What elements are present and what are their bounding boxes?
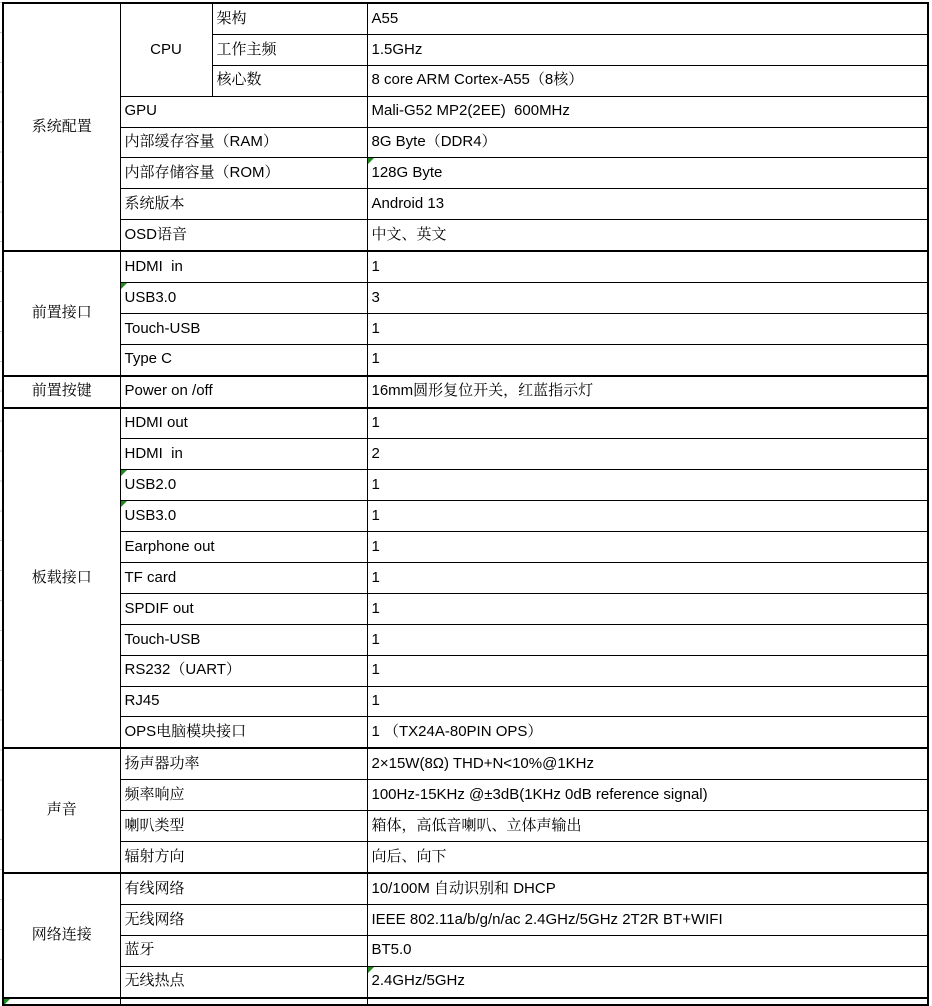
spec-value-cell[interactable]: [367, 532, 928, 563]
spec-row: [3, 935, 928, 966]
cell-text: 无线热点: [124, 972, 185, 990]
spec-value-cell[interactable]: [367, 780, 928, 811]
section-category-cell[interactable]: [3, 873, 120, 998]
cell-text: Earphone out: [124, 537, 215, 555]
spec-name-cell[interactable]: [120, 717, 367, 748]
cell-text: A55: [371, 9, 399, 27]
cell-text: 蓝牙: [124, 941, 155, 959]
spec-name-cell[interactable]: [120, 470, 367, 501]
spec-value-cell[interactable]: [367, 501, 928, 532]
spec-value-cell[interactable]: [367, 563, 928, 594]
spec-row: [3, 3, 928, 34]
spec-row: [3, 655, 928, 686]
spec-value-cell[interactable]: [367, 439, 928, 470]
spec-row: [3, 842, 928, 873]
cell-text: 向后、向下: [371, 847, 447, 865]
cell-text: 1: [371, 599, 380, 617]
spec-row: [3, 439, 928, 470]
cell-text: 板载接口: [31, 568, 92, 586]
spec-name-cell[interactable]: [120, 593, 367, 624]
spec-value-cell[interactable]: [367, 127, 928, 158]
spec-name-cell[interactable]: [120, 158, 367, 189]
cell-text: Type C: [124, 350, 173, 368]
cpu-group-cell[interactable]: [120, 3, 212, 96]
spec-row: [3, 158, 928, 189]
cell-text: 1: [371, 692, 380, 710]
cell-text: 1: [371, 630, 380, 648]
spec-value-cell[interactable]: [367, 470, 928, 501]
spec-row: [3, 904, 928, 935]
cell-text: 频率响应: [124, 785, 185, 803]
spec-name-cell[interactable]: [120, 780, 367, 811]
spec-name-cell[interactable]: [120, 501, 367, 532]
spec-name-cell[interactable]: [120, 655, 367, 686]
cell-text: RJ45: [124, 692, 160, 710]
spec-name-cell[interactable]: [120, 408, 367, 439]
cell-text: 箱体，高低音喇叭、立体声输出: [371, 816, 582, 834]
cell-text: 内部存储容量（ROM）: [124, 164, 280, 182]
cell-text: 有线网络: [124, 879, 185, 897]
spec-row: [3, 283, 928, 314]
cell-text: 中文、英文: [371, 225, 447, 243]
spec-name-cell[interactable]: [120, 904, 367, 935]
spec-value-cell[interactable]: [367, 624, 928, 655]
cell-error-indicator-icon: [121, 470, 127, 476]
spec-row: [3, 532, 928, 563]
cell-text: 网络连接: [31, 925, 92, 943]
spec-value-cell[interactable]: [367, 313, 928, 344]
cell-text: 2: [371, 445, 380, 463]
spec-value-cell[interactable]: [367, 158, 928, 189]
spec-value-cell[interactable]: [367, 811, 928, 842]
spec-row: [3, 873, 928, 904]
cell-text: Power on /off: [124, 382, 213, 400]
cell-text: Mali-G52 MP2(2EE) 600MHz: [371, 102, 570, 120]
section-category-cell[interactable]: [3, 376, 120, 408]
spec-name-cell[interactable]: [212, 34, 367, 65]
spec-table: [2, 2, 929, 1006]
cell-text: USB2.0: [124, 476, 177, 494]
cell-text: 喇叭类型: [124, 816, 185, 834]
spec-row: [3, 376, 928, 408]
spec-row: [3, 593, 928, 624]
spec-row: [3, 717, 928, 748]
spec-row: [3, 344, 928, 375]
spec-row: [3, 780, 928, 811]
cell-text: GPU: [124, 102, 158, 120]
section-category-cell[interactable]: [3, 251, 120, 376]
cell-text: 1: [371, 257, 380, 275]
spec-value-cell[interactable]: [367, 251, 928, 282]
spec-row: [3, 470, 928, 501]
spec-name-cell[interactable]: [120, 283, 367, 314]
cell-text: 1: [371, 350, 380, 368]
cell-text: 扬声器功率: [124, 755, 200, 773]
cell-text: HDMI out: [124, 414, 188, 432]
cell-text: 1: [371, 476, 380, 494]
spec-row: [3, 220, 928, 251]
cell-text: 前置按键: [31, 382, 92, 400]
cell-text: IEEE 802.11a/b/g/n/ac 2.4GHz/5GHz 2T2R BT+WIFI: [371, 910, 723, 928]
spec-value-cell[interactable]: [367, 748, 928, 779]
cell-text: RS232（UART）: [124, 661, 241, 679]
cell-text: 1: [371, 319, 380, 337]
cell-text: USB3.0: [124, 506, 177, 524]
spec-value-cell[interactable]: [367, 65, 928, 96]
spec-value-cell[interactable]: [367, 966, 928, 997]
cell-text: 工作主频: [216, 40, 277, 58]
cell-text: 无线网络: [124, 910, 185, 928]
cell-text: 前置接口: [31, 304, 92, 322]
cell-error-indicator-icon: [121, 501, 127, 507]
cell-text: 1: [371, 506, 380, 524]
spec-name-cell[interactable]: [120, 966, 367, 997]
spec-value-cell[interactable]: [367, 283, 928, 314]
spec-row: [3, 686, 928, 717]
cell-text: 辐射方向: [124, 847, 185, 865]
cell-text: SPDIF out: [124, 599, 194, 617]
spec-row: [3, 313, 928, 344]
cell-text: OPS电脑模块接口: [124, 723, 247, 741]
spec-row: [3, 127, 928, 158]
cell-text: 1: [371, 568, 380, 586]
spec-name-cell[interactable]: [212, 65, 367, 96]
spec-value-cell[interactable]: [367, 842, 928, 873]
spec-name-cell[interactable]: [120, 96, 367, 127]
spec-value-cell[interactable]: [367, 655, 928, 686]
spec-row: [3, 408, 928, 439]
cell-text: Touch-USB: [124, 630, 201, 648]
spec-value-cell[interactable]: [367, 220, 928, 251]
spec-name-cell[interactable]: [120, 376, 367, 408]
section-category-cell[interactable]: [3, 998, 120, 1005]
spec-name-cell[interactable]: [120, 344, 367, 375]
cell-text: 8G Byte（DDR4）: [371, 133, 497, 151]
cell-error-indicator-icon: [368, 967, 374, 973]
spec-value-cell[interactable]: [367, 344, 928, 375]
spec-value-cell[interactable]: [367, 96, 928, 127]
cell-text: 声音: [46, 801, 77, 819]
cell-text: BT5.0: [371, 941, 412, 959]
spec-value-cell[interactable]: [367, 3, 928, 34]
cell-text: CPU: [150, 40, 182, 58]
spec-name-cell[interactable]: [120, 563, 367, 594]
spec-value-cell[interactable]: [367, 935, 928, 966]
section-category-cell[interactable]: [3, 3, 120, 251]
cell-text: 16mm圆形复位开关，红蓝指示灯: [371, 382, 594, 400]
spec-value-cell[interactable]: [367, 873, 928, 904]
spec-value-cell[interactable]: [367, 904, 928, 935]
spec-name-cell[interactable]: [120, 748, 367, 779]
cell-text: 100Hz-15KHz @±3dB(1KHz 0dB reference signal): [371, 785, 708, 803]
spec-value-cell[interactable]: [367, 593, 928, 624]
cell-text: 2.4GHz/5GHz: [371, 972, 465, 990]
spec-value-cell[interactable]: [367, 686, 928, 717]
cell-text: USB3.0: [124, 288, 177, 306]
cell-text: Android 13: [371, 195, 445, 213]
spec-value-cell[interactable]: [367, 998, 928, 1005]
spec-name-cell[interactable]: [120, 251, 367, 282]
spec-name-cell[interactable]: [212, 3, 367, 34]
cell-text: 1.5GHz: [371, 40, 423, 58]
cell-text: 1: [371, 414, 380, 432]
spec-name-cell[interactable]: [120, 998, 367, 1005]
spec-value-cell[interactable]: [367, 376, 928, 408]
spec-value-cell[interactable]: [367, 717, 928, 748]
cell-text: 系统配置: [31, 117, 92, 135]
cell-text: Touch-USB: [124, 319, 201, 337]
cell-text: HDMI in: [124, 257, 183, 275]
spec-row-partial: [3, 998, 928, 1005]
cell-text: 3: [371, 288, 380, 306]
spec-name-cell[interactable]: [120, 873, 367, 904]
spec-table-body: [3, 3, 928, 1005]
spec-row: [3, 811, 928, 842]
spec-name-cell[interactable]: [120, 935, 367, 966]
spec-name-cell[interactable]: [120, 532, 367, 563]
spec-row: [3, 501, 928, 532]
spec-name-cell[interactable]: [120, 127, 367, 158]
cell-text: 核心数: [216, 71, 262, 89]
spec-value-cell[interactable]: [367, 408, 928, 439]
spec-name-cell[interactable]: [120, 439, 367, 470]
spec-name-cell[interactable]: [120, 811, 367, 842]
cell-error-indicator-icon: [368, 158, 374, 164]
section-category-cell[interactable]: [3, 748, 120, 873]
spec-row: [3, 96, 928, 127]
section-category-cell[interactable]: [3, 408, 120, 749]
cell-text: 1: [371, 661, 380, 679]
spec-row: [3, 966, 928, 997]
cell-text: 系统版本: [124, 195, 185, 213]
spec-name-cell[interactable]: [120, 842, 367, 873]
spec-name-cell[interactable]: [120, 624, 367, 655]
cell-text: 10/100M 自动识别和 DHCP: [371, 879, 556, 897]
cell-text: 128G Byte: [371, 164, 443, 182]
cell-text: OSD语音: [124, 225, 188, 243]
spec-row: [3, 251, 928, 282]
cell-error-indicator-icon: [4, 999, 10, 1005]
spec-name-cell[interactable]: [120, 189, 367, 220]
cell-text: 8 core ARM Cortex-A55（8核）: [371, 71, 584, 89]
cell-text: 内部缓存容量（RAM）: [124, 133, 278, 151]
cell-error-indicator-icon: [121, 283, 127, 289]
spec-name-cell[interactable]: [120, 313, 367, 344]
cell-text: HDMI in: [124, 445, 183, 463]
spec-row: [3, 563, 928, 594]
spec-row: [3, 189, 928, 220]
spec-row: [3, 748, 928, 779]
cell-text: TF card: [124, 568, 177, 586]
cell-text: 架构: [216, 9, 247, 27]
spec-name-cell[interactable]: [120, 686, 367, 717]
spec-value-cell[interactable]: [367, 189, 928, 220]
spec-name-cell[interactable]: [120, 220, 367, 251]
cell-text: 1 （TX24A-80PIN OPS）: [371, 723, 543, 741]
cell-text: 1: [371, 537, 380, 555]
cell-text: 2×15W(8Ω) THD+N<10%@1KHz: [371, 755, 594, 773]
spec-row: [3, 624, 928, 655]
spec-value-cell[interactable]: [367, 34, 928, 65]
